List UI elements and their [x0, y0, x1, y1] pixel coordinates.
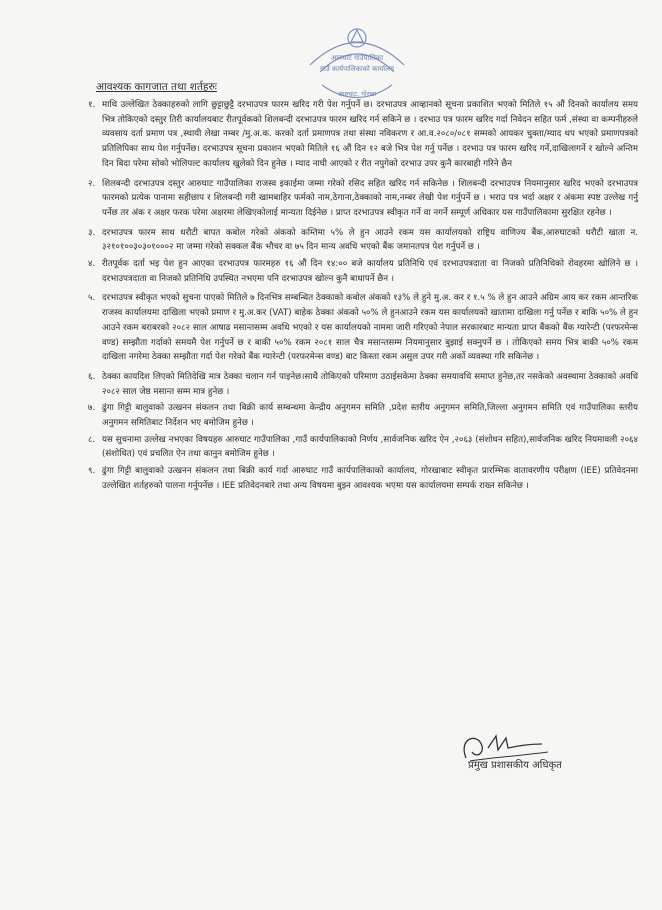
condition-item: [88, 370, 638, 399]
condition-item: [88, 433, 638, 462]
signatory-title: प्रमुख प्रशासकीय अधिकृत: [468, 760, 562, 771]
condition-item: [88, 291, 638, 365]
condition-text: ढुंगा गिट्टी बालुवाको उत्खनन संकलन तथा बिक्री कार्य गर्दा आरुघाट गाउँ कार्यपालिकाको कार्यालय, गोरखाबाट स्वीकृत प्रारम्भिक वातावरणीय परीक्षण (IEE) प्रतिवेदनमा उल्लेखित शर्तहरुको पालना गर्नुपर्नेछ । IEE प्रतिवेदनबारे तथा अन्य विषयमा बुझ्न आवश्यक भएमा यस कार्यालयमा सम्पर्क राख्न सकिनेछ ।: [102, 466, 638, 491]
seal-line3: आरुघाट, गोरखा: [337, 90, 377, 98]
condition-number: ५.: [88, 293, 96, 304]
seal-line2: गाउँ कार्यपालिकाको कार्यालय: [320, 65, 394, 73]
office-seal: [282, 10, 432, 105]
seal-line1: आरुघाट गाउँपालिका: [330, 54, 384, 62]
condition-text: माथि उल्लेखित ठेक्काहरुको लागि छुट्टाछुट्टै दरभाउपत्र फारम खरिद गरी पेश गर्नुपर्ने छ। दरभाउपत्र आव्हानको सूचना प्रकाशित भएको मितिले १५ औं दिनको कार्यालय समय भित्र तोकिएको दस्तुर तिरी कार्यालयबाट रीतपूर्वकको शिलबन्दी दरभाउपत्र फारम खरिद गर्न सकिने छ । दरभाउ पत्र फारम खरिद गर्दा निवेदन सहित फर्म ,संस्था वा कम्पनीहरुले व्यवसाय दर्ता प्रमाण पत्र ,स्थायी लेखा नम्बर /मु.अ.क. करको दर्ता प्रमाणपत्र तथा संस्था नविकरण र आ.व.२०८०/०८१ सम्मको आयकर चुक्ता/म्याद थप भएको प्रमाणपत्रको प्रतिलिपिका साथ पेश गर्नुपर्नेछ। दरभाउपत्र सूचना प्रकाशन भएको मितिले १६ औं दिन १२ बजे भित्र पेश गर्नु पर्नेछ । दरभाउ पत्र फारम खरिद गर्ने,दाखिलागर्ने र खोल्ने अन्तिम दिन बिदा परेमा सोको भोलिपल्ट कार्यालय खुलेको दिन हुनेछ । म्याद नाघी आएको र रीत नपुगेको दरभाउ उपर कुनै कारबाही गरिने छैन: [102, 100, 638, 169]
condition-text: दरभाउपत्र स्वीकृत भएको सुचना पाएको मितिले ७ दिनभित्र सम्बन्धित ठेक्काको कबोल अंकको १३% ले हुने मु.अ. कर र १.५ % ले हुन आउने अग्रिम आय कर रकम आन्तरिक राजस्व कार्यालयमा दाखिला भएको प्रमाण र मु.अ.कर (VAT) बाहेक ठेक्का अंकको ५०% ले हुनआउने रकम यस कार्यालयको खातामा दाखिला गर्नु पर्नेछ र बाकि ५०% ले हुन आउने रकम बराबरको २०८२ साल आषाढ मसान्तसम्म अवधि भएको र यस कार्यालयको नाममा जारी गरिएको नेपाल सरकारबाट मान्यता प्राप्त बैंकको बैंक ग्यारेन्टी (परफरमेन्स वण्ड) सम्झौता गर्दाको समयमै पेश गर्नुपर्ने छ र बाकी ५०% रकम २०८१ साल चैत्र मसान्तसम्म नियमानुसार बुझाई सक्नुपर्ने छ । तोकिएको समय भित्र बाकी ५०% रकम दाखिला नगरेमा ठेक्का सम्झौता गर्दा पेश गरेको बैंक ग्यारेन्टी (परफरमेन्स वण्ड) बाट किस्ता रकम असुल उपर गरी अर्को व्यवस्था गरि सकिनेछ ।: [102, 293, 638, 363]
section-heading: आवश्यक कागजात तथा शर्तहरुः: [96, 81, 217, 93]
condition-number: ६.: [88, 371, 96, 382]
condition-item: [88, 177, 638, 221]
condition-text: रीतपूर्वक दर्ता भइ पेश हुन आएका दरभाउपत्र फारमहरु १६ औं दिन १४:०० बजे कार्यालय प्रतिनिधि एवं दरभाउपत्रदाता वा निजको प्रतिनिधिको रोवहरमा खोलिने छ । दरभाउपत्रदाता वा निजको प्रतिनिधि उपस्थित नभएमा पनि दरभाउपत्र खोल्न कुनै बाधापर्ने छैन ।: [102, 259, 638, 284]
condition-item: [88, 464, 638, 493]
condition-item: [88, 257, 638, 286]
condition-number: २.: [88, 178, 96, 189]
condition-number: १.: [88, 100, 96, 110]
condition-text: दरभाउपत्र फारम साथ धरौटी बापत कबोल गरेको अंकको कम्तिमा ५% ले हुन आउने रकम यस कार्यालयको राष्ट्रिय वाणिज्य बैंक,आरुघाटको धरौटी खाता न. ३२१०१००३०३०१०००२ मा जम्मा गरेको सक्कल बैंक भौचर वा ७५ दिन मान्य अवधि भएको बैंक जमानतपत्र पेश गर्नुपर्ने छ ।: [102, 227, 638, 253]
condition-item: [88, 98, 638, 172]
condition-text: यस सुचनामा उल्लेख नभएका विषयहरु आरुघाट गाउँपालिका ,गाउँ कार्यपालिकाको निर्णय ,सार्वजनिक खरिद ऐन ,२०६३ (संशोधन सहित),सार्वजनिक खरिद नियमावली २०६४ (संशोधित) एवं प्रचलित ऐन तथा कानुन बमोजिम हुनेछ ।: [102, 434, 638, 460]
condition-number: ७.: [88, 403, 96, 414]
condition-item: [88, 401, 638, 430]
condition-text: ढुंगा गिट्टी बालुवाको उत्खनन संकलन तथा बिक्री कार्य सम्बन्धमा केन्द्रीय अनुगमन समिति ,प्रदेश स्तरीय अनुगमन समिति,जिल्ला अनुगमन समिति एवं गाउँपालिका स्तरीय अनुगमन समितिबाट निर्देशन भए बमोजिम हुनेछ ।: [102, 403, 638, 429]
condition-number: ९.: [88, 466, 96, 477]
conditions-list: [88, 98, 638, 496]
condition-text: ठेक्का कायदिश लिएको मितिदेखि मात्र ठेक्का चलान गर्न पाइनेछ।साथै तोकिएको परिमाण उठाईसकेमा ठेक्का समयावधि समाप्त हुनेछ,तर नसकेको अवस्थामा ठेक्काको अवधि २०८२ साल जेष्ठ मसान्त सम्म मात्र हुनेछ ।: [102, 371, 638, 397]
condition-text: शिलबन्दी दरभाउपत्र दस्तुर आरुघाट गाउँपालिका राजस्व इकाईमा जम्मा गरेको रसिद सहित खरिद गर्न सकिनेछ । शिलबन्दी दरभाउपत्र नियमानुसार खरिद भएको दरभाउपत्र फारमको प्रत्येक पानामा सहीछाप र शिलबन्दी गरी खामबाहिर फर्मको नाम,ठेगाना,ठेक्काको नाम,नम्बर लेखी पेश गर्नुपर्ने छ । भराउ पत्र भर्दा अक्षर र अंकमा स्पष्ट उल्लेख गर्नु पर्नेछ तर अंक र अक्षर फरक परेमा अक्षरमा लेखिएकोलाई मान्यता दिईनेछ । प्राप्त दरभाउपत्र स्वीकृत गर्ने वा नगर्ने सम्पूर्ण अधिकार यस गाउँपालिकामा सुरक्षित रहनेछ ।: [102, 178, 638, 218]
condition-number: ८.: [88, 434, 96, 445]
condition-item: [88, 226, 638, 255]
condition-number: ३.: [88, 227, 96, 238]
condition-number: ४.: [88, 259, 96, 270]
